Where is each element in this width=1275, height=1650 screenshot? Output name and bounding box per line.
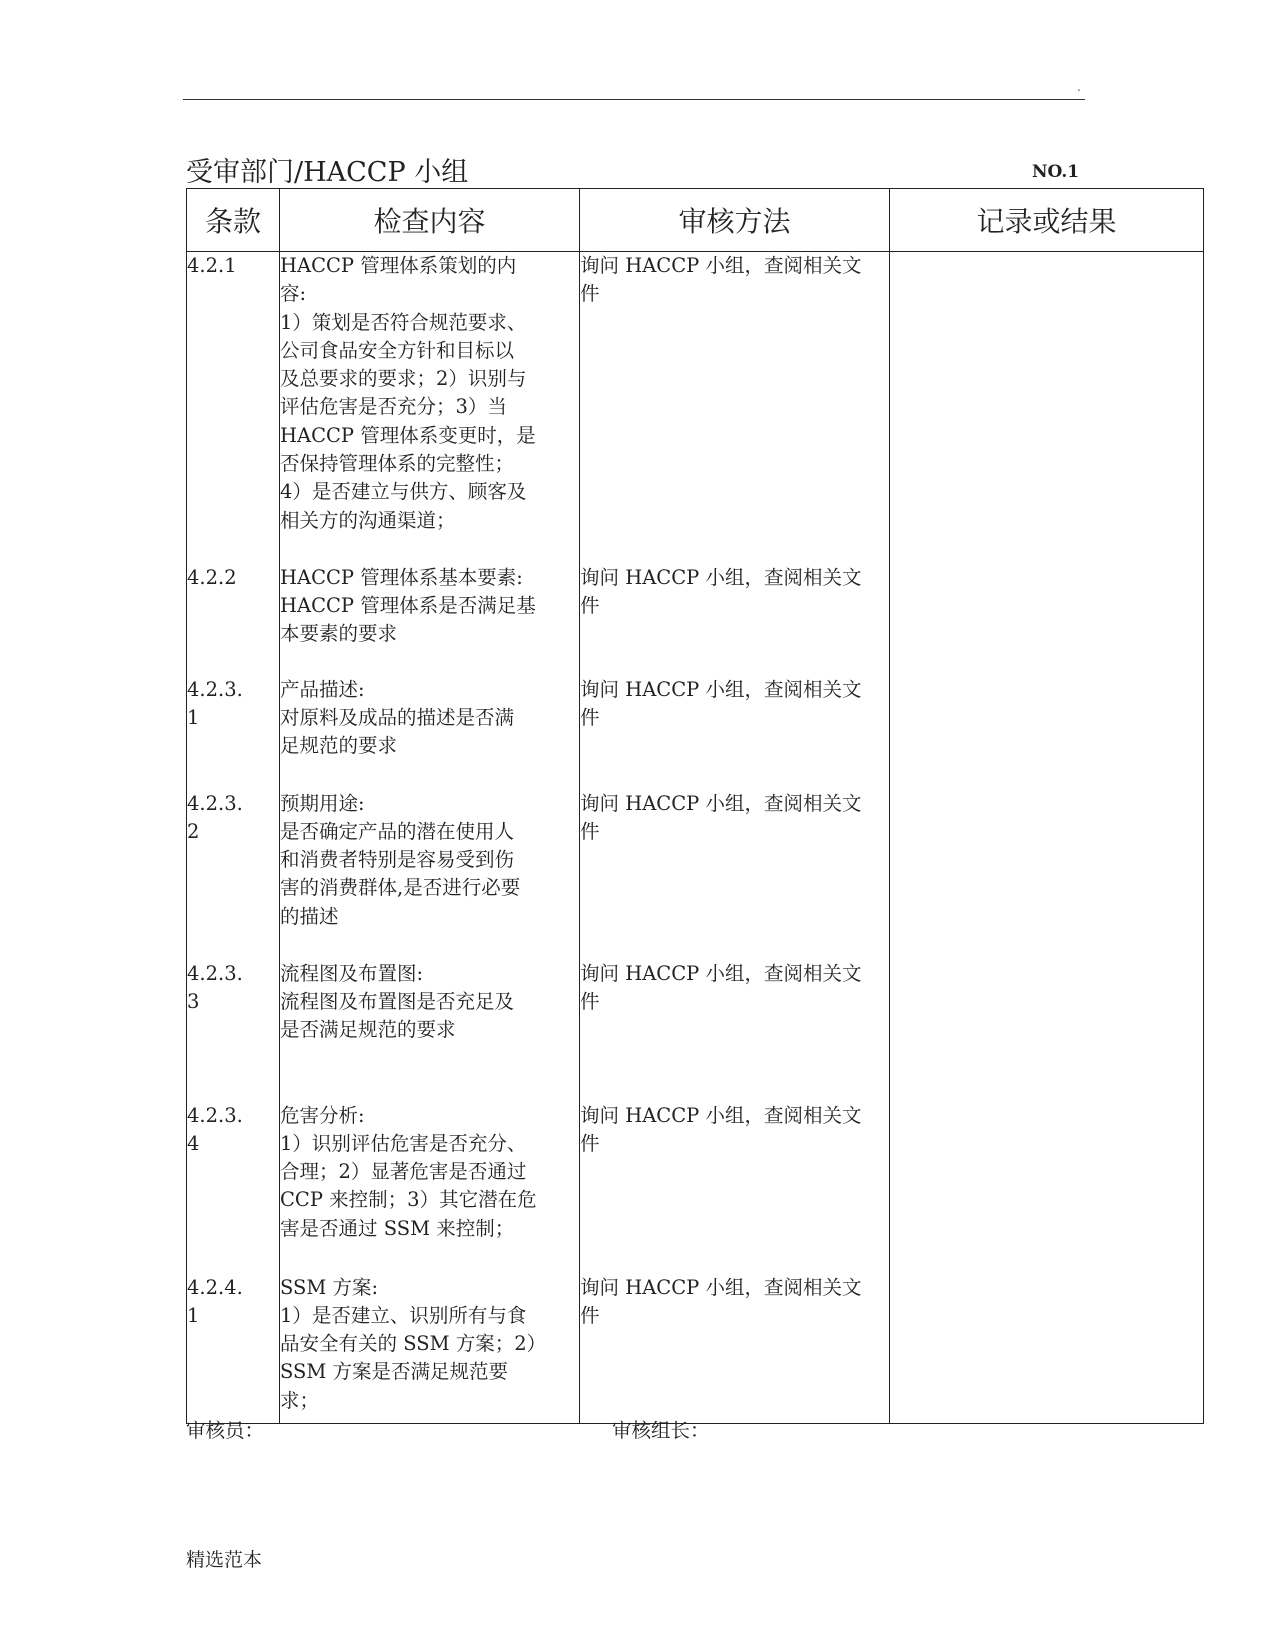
content-line: 1）是否建立、识别所有与食 — [280, 1303, 527, 1327]
clause-line: 3 — [187, 989, 200, 1013]
content-cell — [280, 790, 580, 960]
table-row — [187, 790, 1204, 960]
method-line: 件 — [580, 705, 600, 729]
content-line: 流程图及布置图是否充足及 — [280, 989, 515, 1013]
content-line: 否保持管理体系的完整性； — [280, 452, 515, 476]
content-line: 评估危害是否充分；3）当 — [280, 395, 507, 419]
table-row — [187, 252, 1204, 564]
table-row — [187, 564, 1204, 676]
method-cell — [580, 1102, 890, 1274]
column-header-clause: 条款 — [187, 189, 280, 252]
content-line: SSM 方案: — [280, 1275, 379, 1299]
content-line: 求； — [280, 1388, 320, 1412]
content-line: 合理；2）显著危害是否通过 — [280, 1160, 527, 1184]
column-header-method: 审核方法 — [580, 189, 890, 252]
method-cell — [580, 1274, 890, 1424]
content-cell — [280, 1102, 580, 1274]
method-cell — [580, 676, 890, 790]
content-line: 流程图及布置图: — [280, 961, 424, 985]
clause-line: 4.2.4. — [187, 1275, 243, 1299]
method-line: 件 — [580, 1303, 600, 1327]
content-line: 相关方的沟通渠道； — [280, 508, 456, 532]
table-row — [187, 1274, 1204, 1424]
column-header-content: 检查内容 — [280, 189, 580, 252]
content-cell — [280, 960, 580, 1102]
content-line: 足规范的要求 — [280, 734, 398, 758]
clause-line: 4.2.3. — [187, 961, 243, 985]
table-row — [187, 1102, 1204, 1274]
content-line: 预期用途: — [280, 791, 365, 815]
clause-cell — [187, 1102, 280, 1274]
method-line: 询问 HACCP 小组，查阅相关文 — [580, 1275, 862, 1299]
content-line: 公司食品安全方针和目标以 — [280, 338, 515, 362]
clause-line: 4.2.1 — [187, 254, 237, 277]
content-line: 对原料及成品的描述是否满 — [280, 705, 515, 729]
clause-line: 4 — [187, 1131, 200, 1155]
result-cell — [890, 790, 1204, 960]
content-line: 1）策划是否符合规范要求、 — [280, 310, 527, 334]
header-rule — [183, 99, 1085, 100]
result-cell — [890, 252, 1204, 564]
content-line: 危害分析: — [280, 1103, 365, 1127]
clause-line: 4.2.2 — [187, 565, 237, 589]
column-header-result: 记录或结果 — [890, 189, 1204, 252]
method-line: 件 — [580, 819, 600, 843]
content-line: SSM 方案是否满足规范要 — [280, 1360, 509, 1384]
clause-line: 4.2.3. — [187, 791, 243, 815]
content-line: 害的消费群体,是否进行必要 — [280, 876, 521, 900]
content-line: 产品描述: — [280, 677, 365, 701]
table-row — [187, 960, 1204, 1102]
clause-line: 2 — [187, 819, 200, 843]
header-dot: . — [1077, 80, 1081, 94]
content-line: 是否满足规范的要求 — [280, 1018, 456, 1042]
department-title: 受审部门/HACCP 小组 — [186, 157, 469, 188]
method-line: 件 — [580, 1131, 600, 1155]
method-cell — [580, 252, 890, 564]
clause-cell — [187, 676, 280, 790]
content-line: 害是否通过 SSM 来控制； — [280, 1216, 515, 1240]
footer-text: 精选范本 — [186, 1549, 263, 1571]
method-line: 询问 HACCP 小组，查阅相关文 — [580, 677, 862, 701]
clause-cell — [187, 960, 280, 1102]
table-row — [187, 676, 1204, 790]
method-line: 询问 HACCP 小组，查阅相关文 — [580, 1103, 862, 1127]
method-line: 询问 HACCP 小组，查阅相关文 — [580, 961, 862, 985]
table-header-row — [187, 189, 1204, 252]
clause-line: 4.2.3. — [187, 677, 243, 701]
method-cell — [580, 790, 890, 960]
content-line: HACCP 管理体系基本要素: — [280, 565, 523, 589]
content-line: 容: — [280, 282, 307, 306]
content-line: HACCP 管理体系策划的内 — [280, 254, 517, 277]
result-cell — [890, 564, 1204, 676]
content-cell — [280, 676, 580, 790]
content-line: 是否确定产品的潜在使用人 — [280, 819, 515, 843]
document-number: NO.1 — [1032, 162, 1080, 182]
content-line: HACCP 管理体系是否满足基 — [280, 593, 536, 617]
content-line: 1）识别评估危害是否充分、 — [280, 1131, 527, 1155]
clause-line: 1 — [187, 1303, 200, 1327]
clause-cell — [187, 252, 280, 564]
method-line: 询问 HACCP 小组，查阅相关文 — [580, 791, 862, 815]
method-line: 件 — [580, 989, 600, 1013]
method-line: 询问 HACCP 小组，查阅相关文 — [580, 565, 862, 589]
content-line: 品安全有关的 SSM 方案；2） — [280, 1332, 547, 1356]
content-cell — [280, 564, 580, 676]
clause-line: 1 — [187, 705, 200, 729]
result-cell — [890, 1274, 1204, 1424]
content-line: CCP 来控制；3）其它潜在危 — [280, 1188, 537, 1212]
method-line: 件 — [580, 282, 600, 306]
method-line: 询问 HACCP 小组，查阅相关文 — [580, 254, 862, 277]
clause-line: 4.2.3. — [187, 1103, 243, 1127]
audit-checklist-table — [186, 188, 1204, 1424]
result-cell — [890, 960, 1204, 1102]
method-line: 件 — [580, 593, 600, 617]
clause-cell — [187, 790, 280, 960]
clause-cell — [187, 1274, 280, 1424]
content-line: 4）是否建立与供方、顾客及 — [280, 480, 527, 504]
result-cell — [890, 1102, 1204, 1274]
content-line: 和消费者特别是容易受到伤 — [280, 848, 515, 872]
content-line: 的描述 — [280, 904, 339, 928]
result-cell — [890, 676, 1204, 790]
content-cell — [280, 1274, 580, 1424]
content-line: HACCP 管理体系变更时，是 — [280, 423, 536, 447]
content-line: 及总要求的要求；2）识别与 — [280, 367, 527, 391]
content-cell — [280, 252, 580, 564]
content-line: 本要素的要求 — [280, 622, 398, 646]
clause-cell — [187, 564, 280, 676]
method-cell — [580, 564, 890, 676]
table-body — [187, 252, 1204, 1424]
method-cell — [580, 960, 890, 1102]
leader-signature-label: 审核组长： — [612, 1419, 710, 1442]
auditor-signature-label: 审核员： — [186, 1419, 265, 1442]
